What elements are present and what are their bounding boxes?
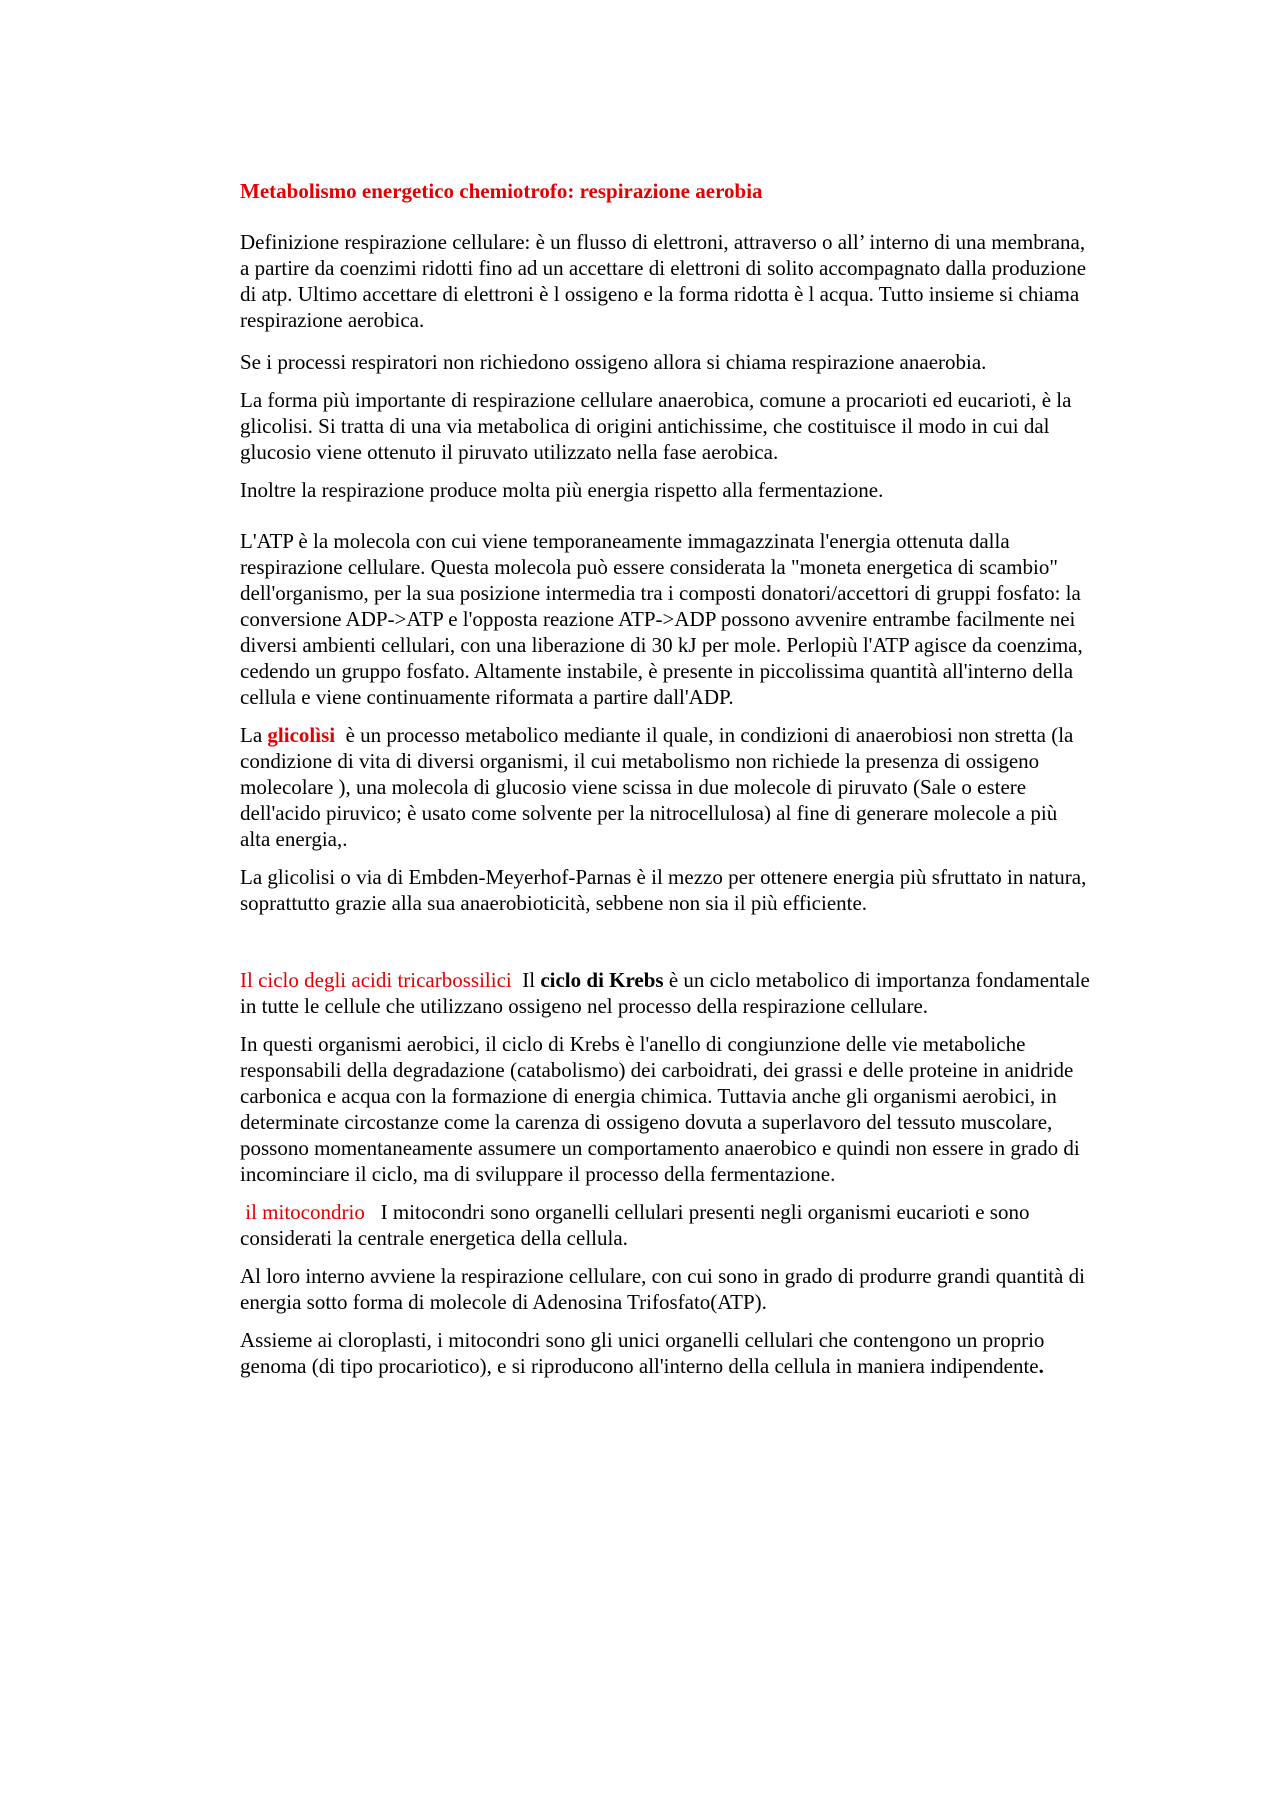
- paragraph-glycolysis: [240, 722, 1090, 852]
- document-page: [240, 178, 1090, 1379]
- document-title: Metabolismo energetico chemiotrofo: respirazione aerobia: [240, 179, 763, 203]
- genome-end: .: [1038, 1354, 1044, 1378]
- glycolysis-term: glicolìsi: [267, 723, 336, 747]
- krebs-text: è un ciclo metabolico di importanza fondamentale in tutte le cellule che utilizzano ossigeno nel processo della respirazione cellulare.: [240, 968, 1090, 1018]
- paragraph-mitochondrion: [240, 1199, 1090, 1251]
- glycolysis-lead: La: [240, 723, 263, 747]
- paragraph-respiration-definition: Definizione respirazione cellulare: è un flusso di elettroni, attraverso o all’ interno di una membrana, a partire da coenzimi ridotti fino ad un accettare di elettroni di solito accompagnato dalla produzione di atp. Ultimo accettare di elettroni è l ossigeno e la forma ridotta è l acqua. Tutto insieme si chiama respirazione aerobica.: [240, 230, 1087, 332]
- paragraph-krebs: [240, 967, 1090, 1019]
- paragraph-mitochondrion-function: Al loro interno avviene la respirazione cellulare, con cui sono in grado di produrre grandi quantità di energia sotto forma di molecole di Adenosina Trifosfato(ATP).: [240, 1264, 1085, 1314]
- paragraph-atp: L'ATP è la molecola con cui viene temporaneamente immagazzinata l'energia ottenuta dalla respirazione cellulare. Questa molecola può essere considerata la "moneta energetica di scambio" dell'organismo, per la sua posizione intermedia tra i composti donatori/accettori di gruppi fosfato: la conversione ADP->ATP e l'opposta reazione ATP->ADP possono avvenire entrambe facilmente nei diversi ambienti cellulari, con una liberazione di 30 kJ per mole. Perlopiù l'ATP agisce da coenzima, cedendo un gruppo fosfato. Altamente instabile, è presente in piccolissima quantità all'interno della cellula e viene continuamente riformata a partire dall'ADP.: [240, 529, 1083, 709]
- paragraph-embden-meyerhof: La glicolisi o via di Embden-Meyerhof-Parnas è il mezzo per ottenere energia più sfruttato in natura, soprattutto grazie alla sua anaerobioticità, sebbene non sia il più efficiente.: [240, 865, 1087, 915]
- glycolysis-text: è un processo metabolico mediante il quale, in condizioni di anaerobiosi non stretta (la condizione di vita di diversi organismi, il cui metabolismo non richiede la presenza di ossigeno molecolare ), una molecola di glucosio viene scissa in due molecole di piruvato (Sale o estere dell'acido piruvico; è usato come solvente per la nitrocellulosa) al fine di generare molecole a più alta energia,.: [240, 723, 1074, 851]
- krebs-heading: Il ciclo degli acidi tricarbossilici: [240, 968, 512, 992]
- paragraph-glycolysis-intro: La forma più importante di respirazione cellulare anaerobica, comune a procarioti ed eucarioti, è la glicolisi. Si tratta di una via metabolica di origini antichissime, che costituisce il modo in cui dal glucosio viene ottenuto il piruvato utilizzato nella fase aerobica.: [240, 388, 1072, 464]
- krebs-lead: Il: [522, 968, 536, 992]
- paragraph-mitochondrion-genome: [240, 1327, 1090, 1379]
- genome-text: Assieme ai cloroplasti, i mitocondri sono gli unici organelli cellulari che contengono un proprio genoma (di tipo procariotico), e si riproducono all'interno della cellula in maniera indipendente: [240, 1328, 1045, 1378]
- paragraph-energy-comparison: Inoltre la respirazione produce molta più energia rispetto alla fermentazione.: [240, 478, 884, 502]
- paragraph-krebs-aerobic: In questi organismi aerobici, il ciclo di Krebs è l'anello di congiunzione delle vie metaboliche responsabili della degradazione (catabolismo) dei carboidrati, dei grassi e delle proteine in anidride carbonica e acqua con la formazione di energia chimica. Tuttavia anche gli organismi aerobici, in determinate circostanze come la carenza di ossigeno dovuta a superlavoro del tessuto muscolare, possono momentaneamente assumere un comportamento anaerobico e quindi non essere in grado di incominciare il ciclo, ma di sviluppare il processo della fermentazione.: [240, 1032, 1080, 1186]
- paragraph-anaerobic: Se i processi respiratori non richiedono ossigeno allora si chiama respirazione anaerobia.: [240, 350, 987, 374]
- mitochondrion-heading: il mitocondrio: [245, 1200, 365, 1224]
- mitochondrion-text: I mitocondri sono organelli cellulari presenti negli organismi eucarioti e sono considerati la centrale energetica della cellula.: [240, 1200, 1030, 1250]
- krebs-term: ciclo di Krebs: [540, 968, 664, 992]
